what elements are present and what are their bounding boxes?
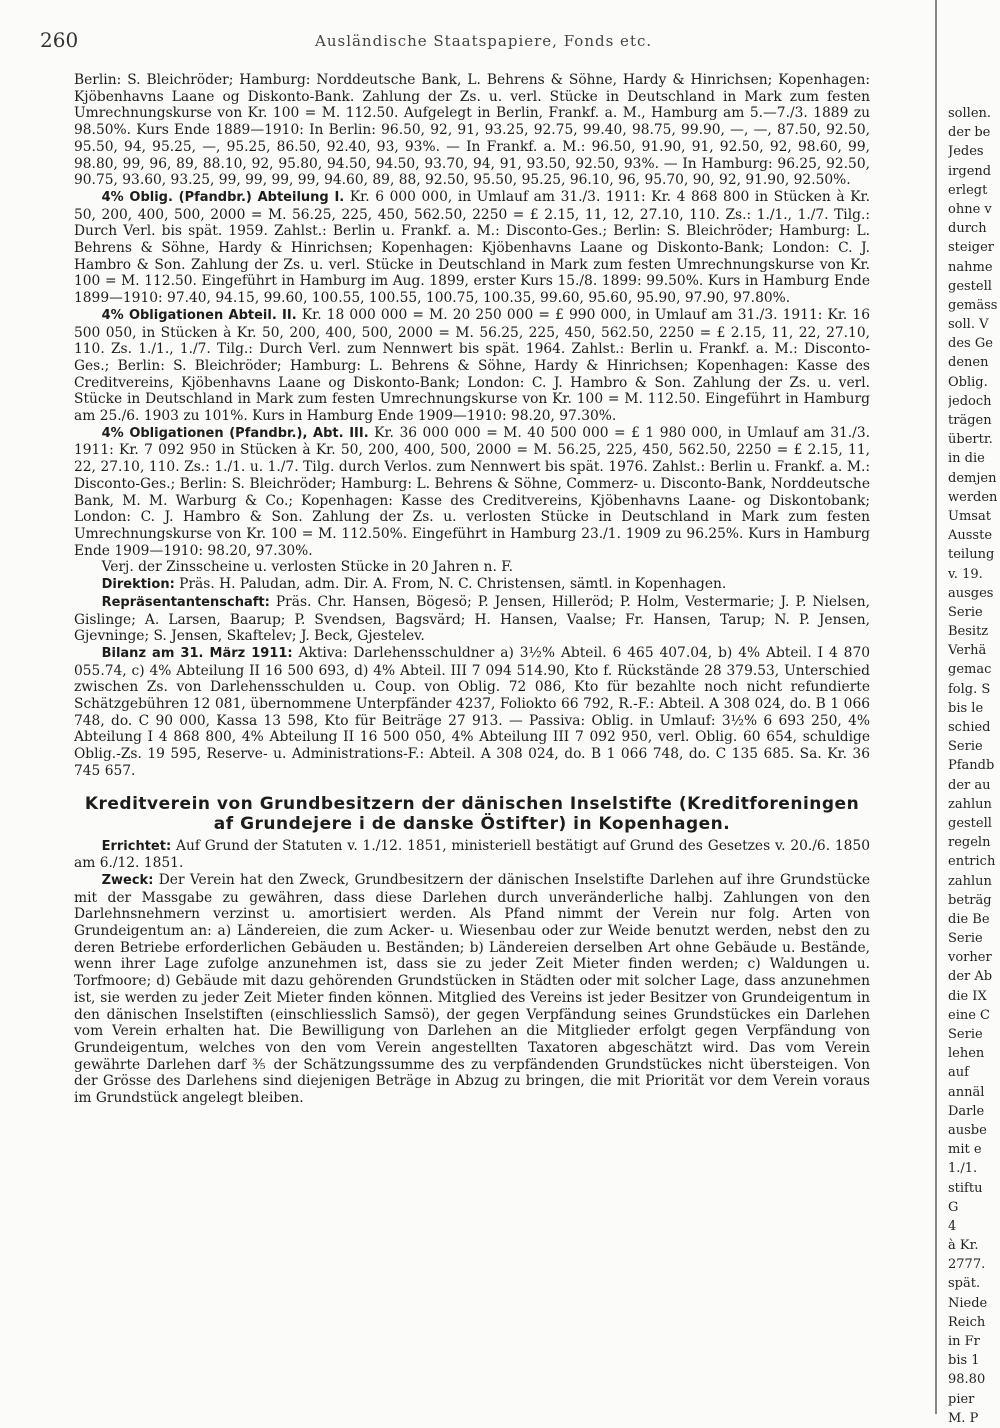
bilanz-text: Aktiva: Darlehensschuldner a) 3½% Abteil. 6 465 407.04, b) 4% Abteil. I 4 870 055.74, c) 4% Abteilung II 16 500 693, d) 4% Abteil. III 7 094 514.90, Kto f. Rückstände 28 379.53, Unterschied zwischen Zs. von Darlehensschulden u. Coup. von Oblig. 72 086, Kto für bezahlte noch nicht refundierte Schätzgebühren 12 081, übernommene Unterpfänder 4237, Foliokto 66 792, R.-F.: Abteil. A 308 024, do. B 1 066 748, do. C 90 000, Kassa 13 598, Kto für Beiträge 27 913. — Passiva: Oblig. in Umlauf: 3½% 6 693 250, 4% Abteilung I 4 868 800, 4% Abteilung II 16 500 050, 4% Abteilung III 7 092 950, verl. Oblig. 60 654, schuldige Oblig.-Zs. 19 595, Reserve- u. Administrations-F.: Abteil. A 308 024, do. B 1 066 748, do. C 135 685. Sa. Kr. 36 745 657.	[74, 644, 870, 779]
edge-line: Jedes	[948, 144, 984, 160]
edge-line: entrich	[948, 854, 996, 870]
edge-line: folg. S	[948, 681, 991, 697]
edge-line: Serie	[948, 604, 983, 620]
bond-text: Kr. 36 000 000 = M. 40 500 000 = £ 1 980 000, in Umlauf am 31./3. 1911: Kr. 7 092 950 in Stücken à Kr. 50, 200, 400, 500, 2000 = M. 56.25, 225, 450, 562.50, 2250 = £ 2.15, 11, 22, 27.10, 110. Zs.: 1./1. u. 1./7. Tilg. durch Verlos. zum Nennwert bis spät. 1976. Zahlst.: Berlin u. Frankf. a. M.: Disconto-Ges.; Berlin: S. Bleichröder; Hamburg: L. Behrens & Söhne, Commerz- u. Disconto-Bank, Norddeutsche Bank, M. M. Warburg & Co.; Kopenhagen: Kasse des Creditvereins, Kjöbenhavns Laane- og Diskontobank; London: C. J. Hambro & Son. Zahlung der Zs. u. verlosten Stücke in Deutschland in Mark zum festen Umrechnungskurse von Kr. 100 = M. 112.50%. Eingeführt in Hamburg 23./1. 1909 zu 96.25%. Kurs in Hamburg Ende 1909—1910: 98.20, 97.30%.	[74, 424, 870, 559]
zweck-text: Der Verein hat den Zweck, Grundbesitzern der dänischen Inselstifte Darlehen auf ihre Grundstücke mit der Massgabe zu gewähren, dass diese Darlehen durch unveränderliche halbj. Zahlungen von den Darlehnsnehmern verzinst u. amortisiert werden. Als Pfand nimmt der Verein nur folg. Arten von Grundeigentum an: a) Ländereien, die zum Acker- u. Wiesenbau oder zur Weide benutzt werden, nebst den zu deren Betriebe erforderlichen Gebäuden u. Beständen; b) Ländereien derselben Art ohne Gebäude u. Bestände, wenn ihrer Lage zufolge anzunehmen ist, dass sie zu jeder Zeit Mieter finden werden; c) Waldungen u. Torfmoore; d) Gebäude mit dazu gehörenden Grundstücken in Städten oder mit solcher Lage, dass anzunehmen ist, sie werden zu jeder Zeit Mieter finden können. Mitglied des Vereins ist jeder Besitzer von Grundeigentum in den dänischen Inselstiften (einschliesslich Samsö), der gegen Verpfändung seines Grundstückes ein Darlehen vom Verein erhalten hat. Die Bewilligung von Darlehen an die Mitglieder erfolgt gegen Verpfändung von Grundeigentum, welches von den vom Verein angestellten Taxatoren abgeschätzt wird. Das vom Verein gewährte Darlehen darf ⅗ der Schätzungssumme des zu verpfändenden Grundstückes nicht übersteigen. Von der Grösse des Darlehens sind diejenigen Beträge in Abzug zu bringen, die mit Priorität vor dem Verein voraus im Grundstück angelegt bleiben.	[74, 871, 871, 1107]
edge-line: gestell	[948, 278, 992, 294]
edge-line: nahme	[948, 259, 993, 275]
bond-entry-abteilung-3	[74, 425, 870, 560]
edge-line: erlegt	[948, 182, 988, 198]
edge-line: teilung	[948, 547, 995, 563]
edge-line: der Ab	[948, 969, 993, 985]
bond-entry-abteilung-1	[74, 189, 870, 307]
section-heading: Kreditverein von Grundbesitzern der dänischen Inselstifte (Kreditforeningen af Grundejere i de danske Östifter) in Kopenhagen.	[84, 793, 860, 834]
edge-line: Serie	[948, 931, 983, 947]
edge-line: pier	[948, 1391, 975, 1407]
edge-line: denen	[948, 355, 989, 371]
edge-line: regeln	[948, 835, 991, 851]
edge-line: steiger	[948, 240, 994, 256]
edge-line: gestell	[948, 815, 992, 831]
repraesentantenschaft-entry	[74, 594, 870, 645]
bilanz-label: Bilanz am 31. März 1911:	[101, 645, 293, 661]
zweck-entry	[74, 872, 870, 1107]
edge-line: soll. V	[948, 317, 989, 333]
bond-title: 4% Oblig. (Pfandbr.) Abteilung I.	[101, 189, 345, 205]
edge-line: der au	[948, 777, 991, 793]
page-gutter-divider	[935, 0, 937, 1414]
edge-line: Ausste	[948, 528, 993, 544]
edge-line: ausges	[948, 585, 994, 601]
edge-line: irgend	[948, 163, 992, 179]
edge-line: auf	[948, 1065, 969, 1081]
edge-line: des Ge	[948, 336, 993, 352]
edge-line: Darle	[948, 1103, 985, 1119]
bond-text: Kr. 18 000 000 = M. 20 250 000 = £ 990 000, in Umlauf am 31./3. 1911: Kr. 16 500 050, in Stücken à Kr. 50, 200, 400, 500, 2000 = M. 56.25, 225, 450, 562.50, 2250 = £ 2.15, 11, 22, 27.10, 110. Zs. 1./1., 1./7. Tilg.: Durch Verl. zum Nennwert bis spät. 1964. Zahlst.: Berlin u. Frankf. a. M.: Disconto-Ges.; Berlin: S. Bleichröder; Hamburg: L. Behrens & Söhne, Hardy & Hinrichsen; Kopenhagen: Kasse des Creditvereins, Kjöbenhavns Laane og Diskonto-Bank; London: C. J. Hambro & Son. Zahlung der Zs. u. verl. Stücke in Deutschland in Mark zum festen Umrechnungskurse von Kr. 100 = M. 112.50. Eingeführt in Hamburg am 25./6. 1903 zu 101%. Kurs in Hamburg Ende 1909—1910: 98.20, 97.30%.	[74, 306, 870, 425]
edge-line: lehen	[948, 1046, 985, 1062]
direktion-label: Direktion:	[101, 577, 175, 593]
errichtet-entry	[74, 838, 870, 872]
zweck-label: Zweck:	[101, 872, 154, 888]
edge-line: 98.80	[948, 1372, 986, 1388]
edge-line: mit e	[948, 1142, 982, 1158]
verjaehrung-note: Verj. der Zinsscheine u. verlosten Stücke in 20 Jahren n. F.	[101, 559, 514, 576]
edge-line: eine C	[948, 1007, 990, 1023]
repraesentantenschaft-label: Repräsentantenschaft:	[101, 594, 270, 610]
edge-line: stiftu	[948, 1180, 983, 1196]
edge-line: zahlun	[948, 796, 992, 812]
bond-entry-abteilung-2	[74, 307, 870, 425]
edge-line: der be	[948, 125, 991, 141]
edge-line: übertr.	[948, 432, 993, 448]
edge-line: Besitz	[948, 624, 989, 640]
main-column	[74, 72, 870, 1107]
bond-title: 4% Obligationen (Pfandbr.), Abt. III.	[101, 425, 369, 441]
edge-line: in die	[948, 451, 985, 467]
edge-line: vorher	[948, 950, 992, 966]
edge-line: schied	[948, 720, 991, 735]
edge-line: M. P	[948, 1410, 979, 1426]
edge-line: werden	[948, 489, 998, 505]
edge-line: in Fr	[948, 1334, 980, 1349]
bond-title: 4% Obligationen Abteil. II.	[101, 307, 297, 323]
running-head: Ausländische Staatspapiere, Fonds etc.	[315, 32, 653, 50]
edge-line: die IX	[948, 988, 987, 1004]
edge-line: bis le	[948, 700, 984, 716]
direktion-text: Präs. H. Paludan, adm. Dir. A. From, N. C. Christensen, sämtl. in Kopenhagen.	[179, 576, 727, 593]
edge-line: zahlun	[948, 873, 992, 889]
edge-line: Serie	[948, 1027, 983, 1042]
edge-line: spät.	[948, 1276, 981, 1292]
direktion-entry	[74, 576, 870, 594]
edge-line: durch	[948, 221, 987, 237]
edge-line: Reich	[948, 1314, 986, 1330]
edge-line: Serie	[948, 739, 983, 755]
edge-line: sollen.	[948, 106, 992, 121]
edge-line: jedoch	[948, 393, 992, 409]
edge-line: trägen	[948, 413, 992, 428]
edge-line: v. 19.	[948, 566, 983, 582]
edge-line: beträg	[948, 892, 992, 908]
page-number: 260	[40, 28, 79, 52]
edge-line: 4	[948, 1218, 957, 1234]
errichtet-label: Errichtet:	[101, 838, 172, 854]
bilanz-entry	[74, 645, 870, 780]
edge-line: Niede	[948, 1295, 988, 1311]
errichtet-text: Auf Grund der Statuten v. 1./12. 1851, ministeriell bestätigt auf Grund des Gesetzes v. 20./6. 1850 am 6./12. 1851.	[74, 837, 870, 872]
adjacent-page-edge	[948, 104, 1000, 1428]
edge-line: gemäss	[948, 297, 998, 313]
repraesentantenschaft-text: Präs. Chr. Hansen, Bögesö; P. Jensen, Hilleröd; P. Holm, Vestermarie; J. P. Nielsen, Gislinge; A. Larsen, Baarup; P. Svendsen, Bagsvärd; H. Hansen, Vaalse; Fr. Hansen, Tarup; N. P. Jensen, Gjevninge; S. Jensen, Skaftelev; J. Beck, Gjestelev.	[74, 593, 871, 645]
edge-line: à Kr.	[948, 1238, 979, 1254]
edge-line: die Be	[948, 911, 990, 927]
edge-line: annäl	[948, 1084, 985, 1100]
edge-line: Oblig.	[948, 374, 988, 390]
edge-line: ohne v	[948, 201, 992, 217]
edge-line: demjen	[948, 470, 997, 486]
edge-line: Verhä	[948, 643, 987, 659]
continuation-paragraph: Berlin: S. Bleichröder; Hamburg: Norddeutsche Bank, L. Behrens & Söhne, Hardy & Hinrichsen; Kopenhagen: Kjöbenhavns Laane og Diskonto-Bank. Zahlung der Zs. u. verl. Stücke in Deutschland in Mark zum festen Umrechnungskurse von Kr. 100 = M. 112.50. Aufgelegt in Berlin, Frankf. a. M., Hamburg am 5.—7./3. 1889 zu 98.50%. Kurs Ende 1889—1910: In Berlin: 96.50, 92, 91, 93.25, 92.75, 99.40, 98.75, 99.90, —, —, 87.50, 92.50, 95.50, 94, 95.25, —, 95.25, 86.50, 92.40, 93, 93%. — In Frankf. a. M.: 96.50, 91.90, 91, 92.50, 92, 98.60, 99, 98.80, 99, 96, 89, 88.10, 92, 95.80, 94.50, 94.50, 93.70, 94, 91, 93.50, 92.50, 93%. — In Hamburg: 96.25, 92.50, 90.75, 93.60, 93.25, 99, 99, 99, 99, 94.60, 89, 88, 92.50, 95.50, 95.25, 96.10, 96, 95.70, 90, 92, 91.90, 92.50%.	[74, 72, 870, 189]
edge-line: 2777.	[948, 1257, 986, 1273]
edge-line: Umsat	[948, 508, 991, 524]
bond-text: Kr. 6 000 000, in Umlauf am 31./3. 1911: Kr. 4 868 800 in Stücken à Kr. 50, 200, 400, 500, 2000 = M. 56.25, 225, 450, 562.50, 2250 = £ 2.15, 11, 12, 27.10, 110. Zs.: 1./1., 1./7. Tilg.: Durch Verl. bis spät. 1959. Zahlst.: Berlin u. Frankf. a. M.: Disconto-Ges.; Berlin: S. Bleichröder; Hamburg: L. Behrens & Söhne, Hardy & Hinrichsen; Kopenhagen: Kjöbenhavns Laane og Diskonto-Bank; London: C. J. Hambro & Son. Zahlung der Zs. u. verl. Stücke in Deutschland in Mark zum festen Umrechnungskurse von Kr. 100 = M. 112.50. Eingeführt in Hamburg im Aug. 1899, erster Kurs 15./8. 1899: 99.50%. Kurs in Hamburg Ende 1899—1910: 97.40, 94.15, 99.60, 100.55, 100.55, 100.75, 100.35, 99.60, 95.60, 95.90, 97.90, 97.80%.	[74, 188, 870, 307]
edge-line: gemac	[948, 662, 992, 678]
edge-line: 1./1.	[948, 1161, 978, 1177]
edge-line: bis 1	[948, 1353, 980, 1369]
edge-line: ausbe	[948, 1122, 987, 1138]
edge-line: G	[948, 1199, 959, 1215]
edge-line: Pfandb	[948, 758, 995, 774]
